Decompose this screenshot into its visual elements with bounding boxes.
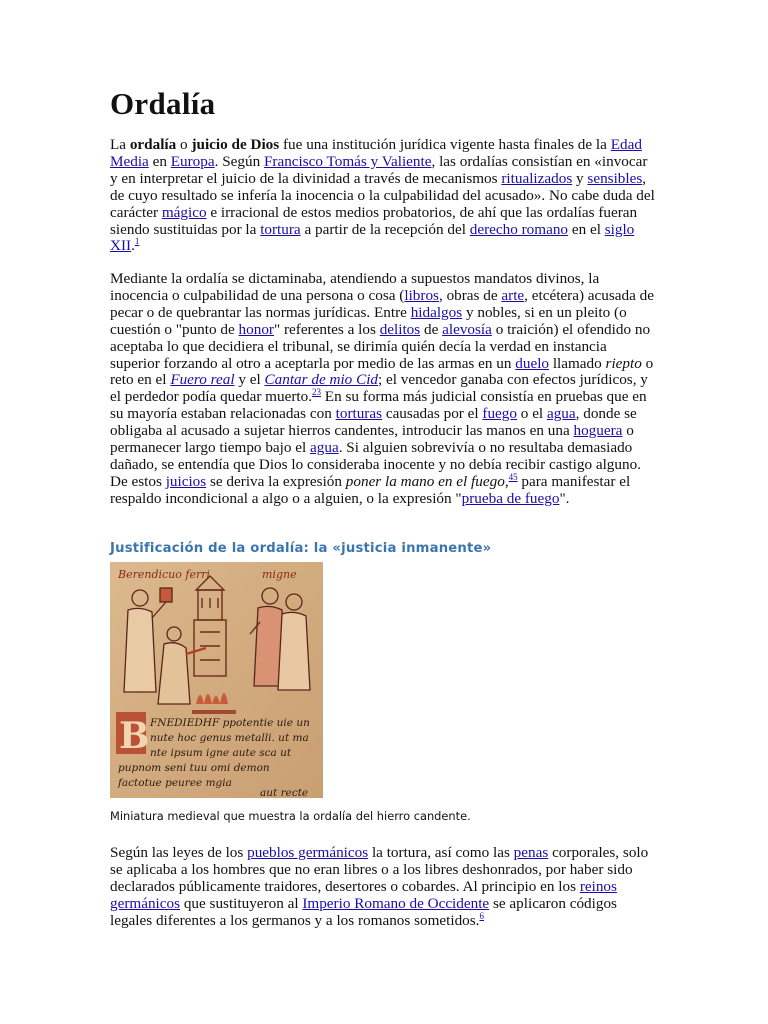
manuscript-rubric-end: migne — [262, 568, 297, 581]
manuscript-rubric: Berendicuo ferri — [118, 568, 210, 581]
link-reinos-germanicos[interactable]: reinos germánicos — [110, 877, 617, 912]
link-penas[interactable]: penas — [513, 844, 549, 861]
link-hidalgos[interactable]: hidalgos — [410, 303, 463, 321]
svg-text:B: B — [119, 715, 150, 757]
link-torturas[interactable]: torturas — [335, 405, 383, 423]
link-sensibles[interactable]: sensibles — [587, 169, 643, 187]
link-derecho-romano[interactable]: derecho romano — [469, 220, 569, 238]
link-agua-2[interactable]: agua — [310, 439, 339, 457]
link-ritualizados[interactable]: ritualizados — [501, 169, 573, 187]
link-prueba-de-fuego[interactable]: prueba de fuego — [461, 489, 560, 507]
link-fuero-real[interactable]: Fuero real — [170, 371, 235, 389]
link-europa[interactable]: Europa — [170, 152, 215, 170]
manuscript-illustration — [110, 562, 323, 798]
link-hoguera[interactable]: hoguera — [573, 422, 623, 440]
reference-link[interactable]: 6 — [479, 910, 484, 921]
manuscript-text-line: nute hoc genus metalli. ut ma — [150, 732, 309, 744]
illuminated-initial — [116, 712, 149, 757]
link-tortura[interactable]: tortura — [260, 220, 301, 238]
reference-link[interactable]: 23 — [312, 387, 321, 398]
reference-link[interactable]: 1 — [134, 236, 140, 247]
link-juicios[interactable]: juicios — [165, 472, 207, 490]
link-arte[interactable]: arte — [501, 286, 525, 304]
third-paragraph: Según las leyes de los pueblos germánicos la tortura, así como las penas corporales, solo se aplicaba a los hombres que no eran libres o a los libres deshonrados, por haber sido declarados públicamente traidores, desertores o cobardes. Al principio en los reinos germánicos que sustituyeron al Imperio Romano de Occidente se aplicaron códigos legales diferentes a los germanos y a los romanos sometidos.$^6$ — [110, 844, 649, 929]
manuscript-text-line: nte ipsum igne aute sca ut — [150, 747, 292, 759]
link-francisco-tomas-y-valiente[interactable]: Francisco Tomás y Valiente — [263, 152, 432, 170]
page-title: Ordalía — [110, 86, 216, 121]
image-caption: Miniatura medieval que muestra la ordalía del hierro candente. — [110, 809, 471, 823]
link-libros[interactable]: libros — [404, 286, 439, 304]
reference-link[interactable]: 45 — [508, 471, 518, 482]
link-alevosia[interactable]: alevosía — [442, 320, 492, 338]
link-edad-media[interactable]: Edad Media — [110, 136, 642, 170]
second-paragraph: Mediante la ordalía se dictaminaba, atendiendo a supuestos mandatos divinos, la inocencia o culpabilidad de una persona o cosa (libros, obras de arte, etcétera) acusada de pecar o de quebrantar las normas jurídicas. Entre hidalgos y nobles, si en un pleito (o cuestión o "punto de honor" referentes a los delitos de alevosía o traición) el ofendido no aceptaba lo que decidiera el tribunal, se dirimía quién decía la verdad en instancia superior forzando al otro a aceptarla por medio de las armas en un duelo llamado riepto o reto en el Fuero real y el Cantar de mio Cid; el vencedor ganaba con efectos jurídicos, y el perdedor podía quedar muerto.$^{23}$ En su forma más judicial consistía en pruebas que en su mayoría estaban relacionadas con torturas causadas por el fuego o el agua, donde se obligaba al acusado a sujetar hierros candentes, introducir las manos en una hoguera o permanecer largo tiempo bajo el agua. Si alguien sobrevivía o no resultaba demasiado dañado, se entendía que Dios lo consideraba inocente y no debía recibir castigo alguno. De estos juicios se deriva la expresión poner la mano en el fuego,$^{45}$ para manifestar el respaldo incondicional a algo o a alguien, o la expresión "prueba de fuego". — [110, 270, 654, 507]
manuscript-text-line: factotue peuree mgia — [118, 777, 232, 789]
section-heading: Justificación de la ordalía: la «justicia inmanente» — [110, 541, 492, 556]
link-cantar-de-mio-cid[interactable]: Cantar de mio Cid — [264, 371, 379, 389]
manuscript-text-line: aut recte — [260, 787, 309, 798]
link-magico[interactable]: mágico — [161, 203, 207, 221]
link-delitos[interactable]: delitos — [379, 320, 421, 338]
term-poner-la-mano-en-el-fuego: poner la mano en el fuego — [345, 472, 505, 490]
manuscript-text-line: FNEDIEDHF ppotentie uie un — [150, 717, 310, 729]
manuscript-text-line: pupnom seni tuu omi demon — [118, 762, 270, 774]
term-riepto: riepto — [605, 354, 642, 372]
link-honor[interactable]: honor — [238, 320, 274, 338]
intro-paragraph: La ordalía o juicio de Dios fue una institución jurídica vigente hasta finales de la Edad Media en Europa. Según Francisco Tomás y Valiente, las ordalías consistían en «invocar y en interpretar el juicio de la divinidad a través de mecanismos ritualizados y sensibles, de cuyo resultado se infería la inocencia o la culpabilidad del acusado». No cabe duda del carácter mágico e irracional de estos medios probatorios, de ahí que las ordalías fueran siendo sustituidas por la tortura a partir de la recepción del derecho romano en el siglo XII.$^1$ — [110, 136, 655, 255]
term-juicio-de-dios: juicio de Dios — [191, 136, 280, 153]
link-siglo-xii[interactable]: siglo XII — [110, 220, 635, 255]
manuscript-miniature-image — [110, 562, 323, 798]
link-agua[interactable]: agua — [546, 405, 576, 423]
link-duelo[interactable]: duelo — [515, 354, 550, 372]
link-pueblos-germanicos[interactable]: pueblos germánicos — [247, 844, 369, 861]
term-ordalia: ordalía — [129, 136, 177, 153]
link-fuego[interactable]: fuego — [482, 405, 517, 423]
link-imperio-romano-de-occidente[interactable]: Imperio Romano de Occidente — [302, 894, 490, 912]
